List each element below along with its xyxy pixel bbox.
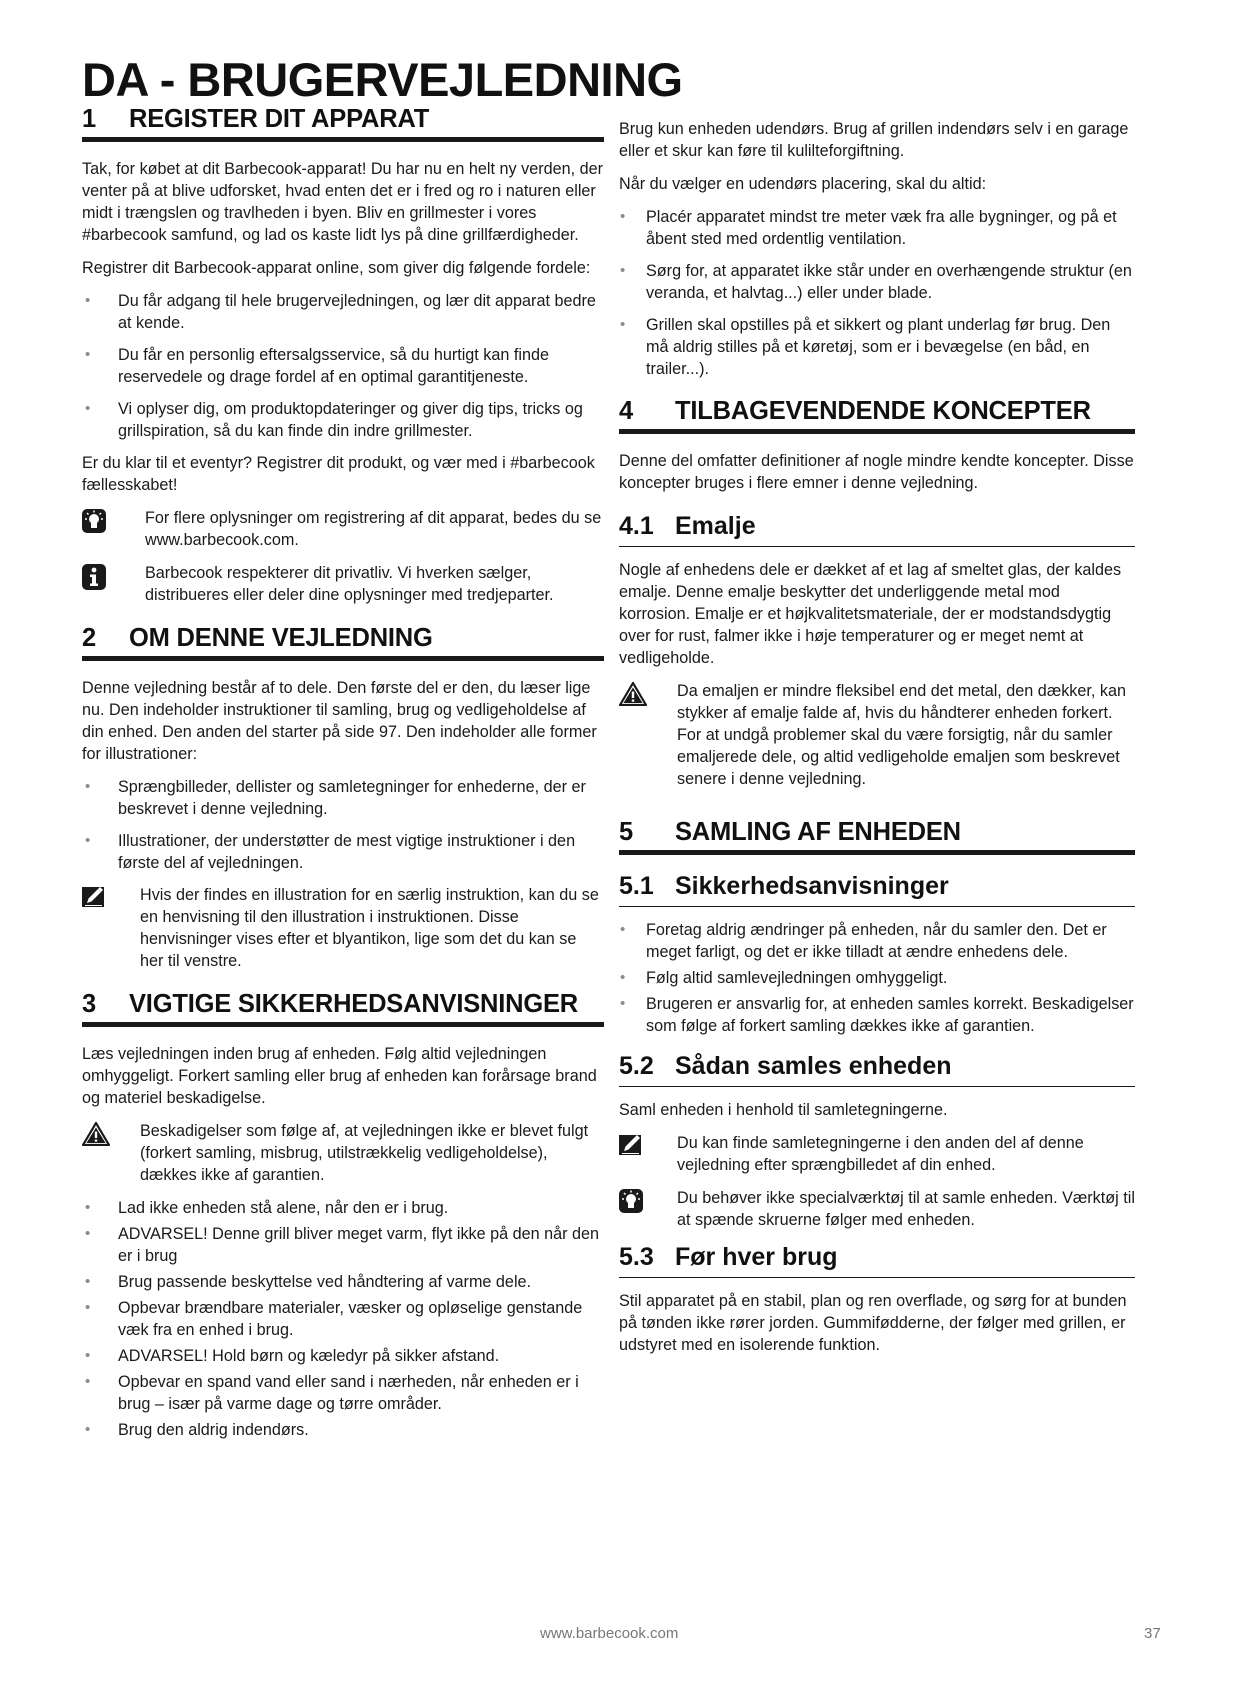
section-5-1-heading bbox=[619, 871, 1135, 907]
bullet-list bbox=[619, 919, 1135, 1037]
section-title: SAMLING AF ENHEDEN bbox=[675, 818, 961, 846]
subsection-number: 5.2 bbox=[619, 1052, 654, 1080]
pencil-text: Du kan finde samletegningerne i den anden del af denne vejledning efter sprængbilledet af din enhed. bbox=[677, 1134, 1084, 1174]
subsection-number: 5.1 bbox=[619, 872, 654, 900]
section-title: VIGTIGE SIKKERHEDSANVISNINGER bbox=[129, 990, 579, 1018]
info-text: Barbecook respekterer dit privatliv. Vi hverken sælger, distribueres eller deler dine oplysninger med tredjeparter. bbox=[145, 564, 554, 604]
info-note bbox=[82, 562, 604, 606]
section-1-heading bbox=[82, 104, 604, 142]
bullet-list bbox=[82, 1197, 604, 1441]
section-title: TILBAGEVENDENDE KONCEPTER bbox=[675, 397, 1091, 425]
paragraph: Nogle af enhedens dele er dækket af et lag af smeltet glas, der kaldes emalje. Denne emalje beskytter det underliggende metal mod korrosion. Emalje er et højkvalitetsmateriale, der er modstandsdygtig over for rust, falmer ikke i høje temperaturer og er meget nemt at vedligeholde. bbox=[619, 561, 1122, 667]
subsection-title: Før hver brug bbox=[675, 1243, 838, 1271]
section-3-heading bbox=[82, 989, 604, 1027]
section-number: 3 bbox=[82, 990, 96, 1018]
list-item: • Placér apparatet mindst tre meter væk fra alle bygninger, og på et åbent sted med ordentlig ventilation. bbox=[619, 206, 1135, 250]
warning-triangle-icon bbox=[619, 680, 677, 790]
list-item: • Illustrationer, der understøtter de mest vigtige instruktioner i den første del af vejledningen. bbox=[82, 830, 604, 874]
lightbulb-icon bbox=[82, 507, 145, 551]
list-item: • Vi oplyser dig, om produktopdateringer og giver dig tips, tricks og grillspiration, så du kan finde din indre grillmester. bbox=[82, 398, 604, 442]
section-title: REGISTER DIT APPARAT bbox=[129, 105, 430, 133]
list-item: • Du får en personlig eftersalgsservice, så du hurtigt kan finde reservedele og drage fordel af en optimal garantitjeneste. bbox=[82, 344, 604, 388]
subsection-title: Emalje bbox=[675, 512, 756, 540]
tip-text: For flere oplysninger om registrering af dit apparat, bedes du se www.barbecook.com. bbox=[145, 509, 602, 549]
list-item: • Foretag aldrig ændringer på enheden, når du samler den. Det er meget farligt, og det er ikke tilladt at ændre enhedens dele. bbox=[619, 919, 1135, 963]
paragraph: Registrer dit Barbecook-apparat online, som giver dig følgende fordele: bbox=[82, 259, 591, 277]
paragraph: Tak, for købet at dit Barbecook-apparat! Du har nu en helt ny verden, der venter på at blive udforsket, hvad enten det er i fred og ro i naturen eller midt i trængslen og travlheden i byen. Bliv en grillmester i vores #barbecook samfund, og lad os kaste lidt lys på dine grillfærdigheder. bbox=[82, 160, 603, 244]
section-5-2-heading bbox=[619, 1051, 1135, 1087]
list-item: • Brug den aldrig indendørs. bbox=[82, 1419, 604, 1441]
paragraph: Læs vejledningen inden brug af enheden. Følg altid vejledningen omhyggeligt. Forkert samling eller brug af enheden kan forårsage brand og materiel beskadigelse. bbox=[82, 1045, 597, 1107]
tip-text: Du behøver ikke specialværktøj til at samle enheden. Værktøj til at spænde skruerne følger med enheden. bbox=[677, 1189, 1135, 1229]
warning-triangle-icon bbox=[82, 1120, 140, 1186]
section-number: 5 bbox=[619, 818, 633, 846]
paragraph: Brug kun enheden udendørs. Brug af grillen indendørs selv i en garage eller et skur kan føre til kulilteforgiftning. bbox=[619, 120, 1129, 160]
subsection-number: 5.3 bbox=[619, 1243, 654, 1271]
bullet-list bbox=[619, 206, 1135, 380]
list-item: • Du får adgang til hele brugervejledningen, og lær dit apparat bedre at kende. bbox=[82, 290, 604, 334]
list-item: • ADVARSEL! Denne grill bliver meget varm, flyt ikke på den når den er i brug bbox=[82, 1223, 604, 1267]
page-number: 37 bbox=[1144, 1625, 1161, 1642]
paragraph: Når du vælger en udendørs placering, skal du altid: bbox=[619, 175, 987, 193]
paragraph: Denne vejledning består af to dele. Den første del er den, du læser lige nu. Den indeholder instruktioner til samling, brug og vedligeholdelse af din enhed. Den anden del starter på side 97. Den indeholder alle former for illustrationer: bbox=[82, 679, 597, 763]
paragraph: Stil apparatet på en stabil, plan og ren overflade, og sørg for at bunden på tønden ikke rører jorden. Gummifødderne, der følger med grillen, er udstyret med en isolerende funktion. bbox=[619, 1292, 1127, 1354]
section-5-heading bbox=[619, 817, 1135, 855]
lightbulb-icon bbox=[619, 1187, 677, 1231]
subsection-number: 4.1 bbox=[619, 512, 654, 540]
bullet-list bbox=[82, 290, 604, 442]
section-number: 1 bbox=[82, 105, 96, 133]
pencil-icon bbox=[82, 884, 140, 972]
list-item: • Brugeren er ansvarlig for, at enheden samles korrekt. Beskadigelser som følge af forkert samling dækkes ikke af garantien. bbox=[619, 993, 1135, 1037]
warning-note bbox=[619, 680, 1135, 790]
pencil-note bbox=[619, 1132, 1135, 1176]
warning-text: Beskadigelser som følge af, at vejledningen ikke er blevet fulgt (forkert samling, misbrug, utilstrækkelig vedligeholdelse), dækkes ikke af garantien. bbox=[140, 1122, 589, 1184]
section-number: 4 bbox=[619, 397, 633, 425]
subsection-title: Sådan samles enheden bbox=[675, 1052, 952, 1080]
section-2-heading bbox=[82, 623, 604, 661]
tip-note bbox=[619, 1187, 1135, 1231]
list-item: • Grillen skal opstilles på et sikkert og plant underlag før brug. Den må aldrig stilles på et køretøj, som er i bevægelse (en båd, en trailer...). bbox=[619, 314, 1135, 380]
warning-text: Da emaljen er mindre fleksibel end det metal, den dækker, kan stykker af emalje falde af, hvis du håndterer enheden forkert. For at undgå problemer skal du være forsigtig, når du samler emaljerede dele, og altid vedligeholde emaljen som beskrevet senere i denne vejledning. bbox=[677, 682, 1126, 788]
info-icon bbox=[82, 562, 145, 606]
paragraph: Denne del omfatter definitioner af nogle mindre kendte koncepter. Disse koncepter bruges i flere emner i denne vejledning. bbox=[619, 452, 1134, 492]
section-5-3-heading bbox=[619, 1242, 1135, 1278]
section-4-heading bbox=[619, 396, 1135, 434]
list-item: • Følg altid samlevejledningen omhyggeligt. bbox=[619, 967, 1135, 989]
warning-note bbox=[82, 1120, 604, 1186]
list-item: • Sørg for, at apparatet ikke står under en overhængende struktur (en veranda, et halvtag...) eller under blade. bbox=[619, 260, 1135, 304]
list-item: • Brug passende beskyttelse ved håndtering af varme dele. bbox=[82, 1271, 604, 1293]
tip-note bbox=[82, 507, 604, 551]
pencil-text: Hvis der findes en illustration for en særlig instruktion, kan du se en henvisning til den illustration i instruktionen. Disse henvisninger vises efter et blyantikon, lige som det du kan se her til venstre. bbox=[140, 886, 599, 970]
left-column bbox=[82, 104, 604, 1451]
page-title: DA - BRUGERVEJLEDNING bbox=[82, 53, 683, 106]
list-item: • Opbevar brændbare materialer, væsker og opløselige genstande væk fra en enhed i brug. bbox=[82, 1297, 604, 1341]
section-number: 2 bbox=[82, 624, 96, 652]
section-title: OM DENNE VEJLEDNING bbox=[129, 624, 433, 652]
list-item: • Opbevar en spand vand eller sand i nærheden, når enheden er i brug – især på varme dage og tørre områder. bbox=[82, 1371, 604, 1415]
section-4-1-heading bbox=[619, 511, 1135, 547]
list-item: • Lad ikke enheden stå alene, når den er i brug. bbox=[82, 1197, 604, 1219]
list-item: • ADVARSEL! Hold børn og kæledyr på sikker afstand. bbox=[82, 1345, 604, 1367]
pencil-icon bbox=[619, 1132, 677, 1176]
bullet-list bbox=[82, 776, 604, 874]
subsection-title: Sikkerhedsanvisninger bbox=[675, 872, 949, 900]
pencil-note bbox=[82, 884, 604, 972]
paragraph: Er du klar til et eventyr? Registrer dit produkt, og vær med i #barbecook fællesskabet! bbox=[82, 454, 595, 494]
footer-url: www.barbecook.com bbox=[540, 1625, 679, 1642]
right-column bbox=[619, 118, 1135, 1367]
list-item: • Sprængbilleder, dellister og samletegninger for enhederne, der er beskrevet i denne vejledning. bbox=[82, 776, 604, 820]
paragraph: Saml enheden i henhold til samletegningerne. bbox=[619, 1101, 948, 1119]
